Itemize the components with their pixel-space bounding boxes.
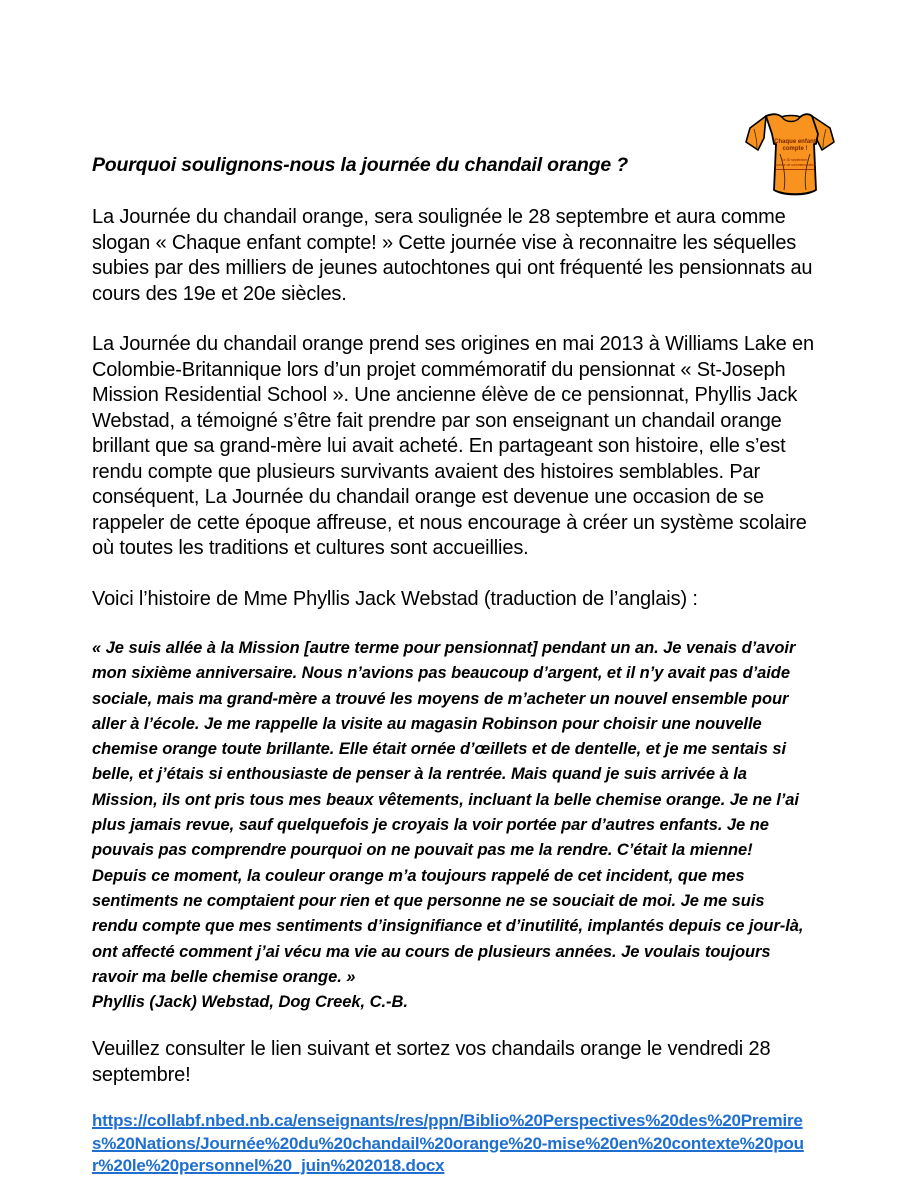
paragraph-closing: Veuillez consulter le lien suivant et sortez vos chandails orange le vendredi 28 septembre! bbox=[92, 1038, 771, 1086]
document-body bbox=[92, 152, 814, 1178]
paragraph-origins: La Journée du chandail orange prend ses origines en mai 2013 à Williams Lake en Colombie-Britannique lors d’un projet commémoratif du pensionnat « St-Joseph Mission Residential School ». Une ancienne élève de ce pensionnat, Phyllis Jack Webstad, a témoigné s’être fait prendre par son enseignant un chandail orange brillant que sa grand-mère lui avait acheté. En partageant son histoire, elle s’est rendu compte que plusieurs survivants avaient des histoires semblables. Par conséquent, La Journée du chandail orange est devenue une occasion de se rappeler de cette époque affreuse, et nous encourage à créer un système scolaire où toutes les traditions et cultures sont accueillies. bbox=[92, 333, 814, 559]
tshirt-print-sub-line-2: journée de commémoration bbox=[774, 163, 816, 167]
quote-text: « Je suis allée à la Mission [autre terme pour pensionnat] pendant un an. Je venais d’avoir mon sixième anniversaire. Nous n’avions pas beaucoup d’argent, et il n’y avait pas d’aide sociale, mais ma grand-mère a trouvé les moyens de m’acheter un nouvel ensemble pour aller à l’école. Je me rappelle la visite au magasin Robinson pour choisir une nouvelle chemise orange toute brillante. Elle était ornée d’œillets et de dentelle, et je me sentais si belle, et j’étais si enthousiaste de penser à la rentrée. Mais quand je suis arrivée à la Mission, ils ont pris tous mes beaux vêtements, incluant la belle chemise orange. Je ne l’ai plus jamais revue, sauf quelquefois je croyais la voir portée par d’autres enfants. Je ne pouvais pas comprendre pourquoi on ne pouvait pas me la rendre. C’était la mienne! Depuis ce moment, la couleur orange m’a toujours rappelé de cet incident, que mes sentiments ne comptaient pour rien et que personne ne se souciait de moi. Je me suis rendu compte que mes sentiments d’insignifiance et d’inutilité, implantés depuis ce jour-là, ont affecté comment j’ai vécu ma vie au cours de plusieurs années. Je voulais toujours ravoir ma belle chemise orange. » bbox=[92, 639, 804, 986]
spacer bbox=[92, 307, 814, 332]
tshirt-print-sub-line-1: Le 30 septembre, bbox=[781, 158, 809, 162]
resource-document-link[interactable]: https://collabf.nbed.nb.ca/enseignants/res/ppn/Biblio%20Perspectives%20des%20Premires%20Nations/Journée%20du%20chandail%20orange%20-mise%20en%20contexte%20pour%20le%20personnel%20_juin%202018.docx bbox=[92, 1111, 804, 1176]
spacer bbox=[92, 1015, 814, 1037]
webstad-testimony bbox=[92, 636, 814, 1015]
spacer bbox=[92, 612, 814, 636]
spacer bbox=[92, 1088, 814, 1110]
paragraph-intro: La Journée du chandail orange, sera soulignée le 28 septembre et aura comme slogan « Chaque enfant compte! » Cette journée vise à reconnaitre les séquelles subies par des milliers de jeunes autochtones qui ont fréquenté les pensionnats au cours des 19e et 20e siècles. bbox=[92, 206, 813, 305]
paragraph-quote-lead-in: Voici l’histoire de Mme Phyllis Jack Webstad (traduction de l’anglais) : bbox=[92, 587, 698, 610]
quote-attribution: Phyllis (Jack) Webstad, Dog Creek, C.-B. bbox=[92, 993, 408, 1012]
spacer bbox=[92, 178, 814, 205]
link-container bbox=[92, 1110, 822, 1178]
spacer bbox=[92, 562, 814, 587]
tshirt-print-line-2: compte ! bbox=[782, 146, 808, 152]
tshirt-print-line-1: Chaque enfant bbox=[774, 139, 816, 145]
page-title: Pourquoi soulignons-nous la journée du chandail orange ? bbox=[92, 154, 628, 176]
